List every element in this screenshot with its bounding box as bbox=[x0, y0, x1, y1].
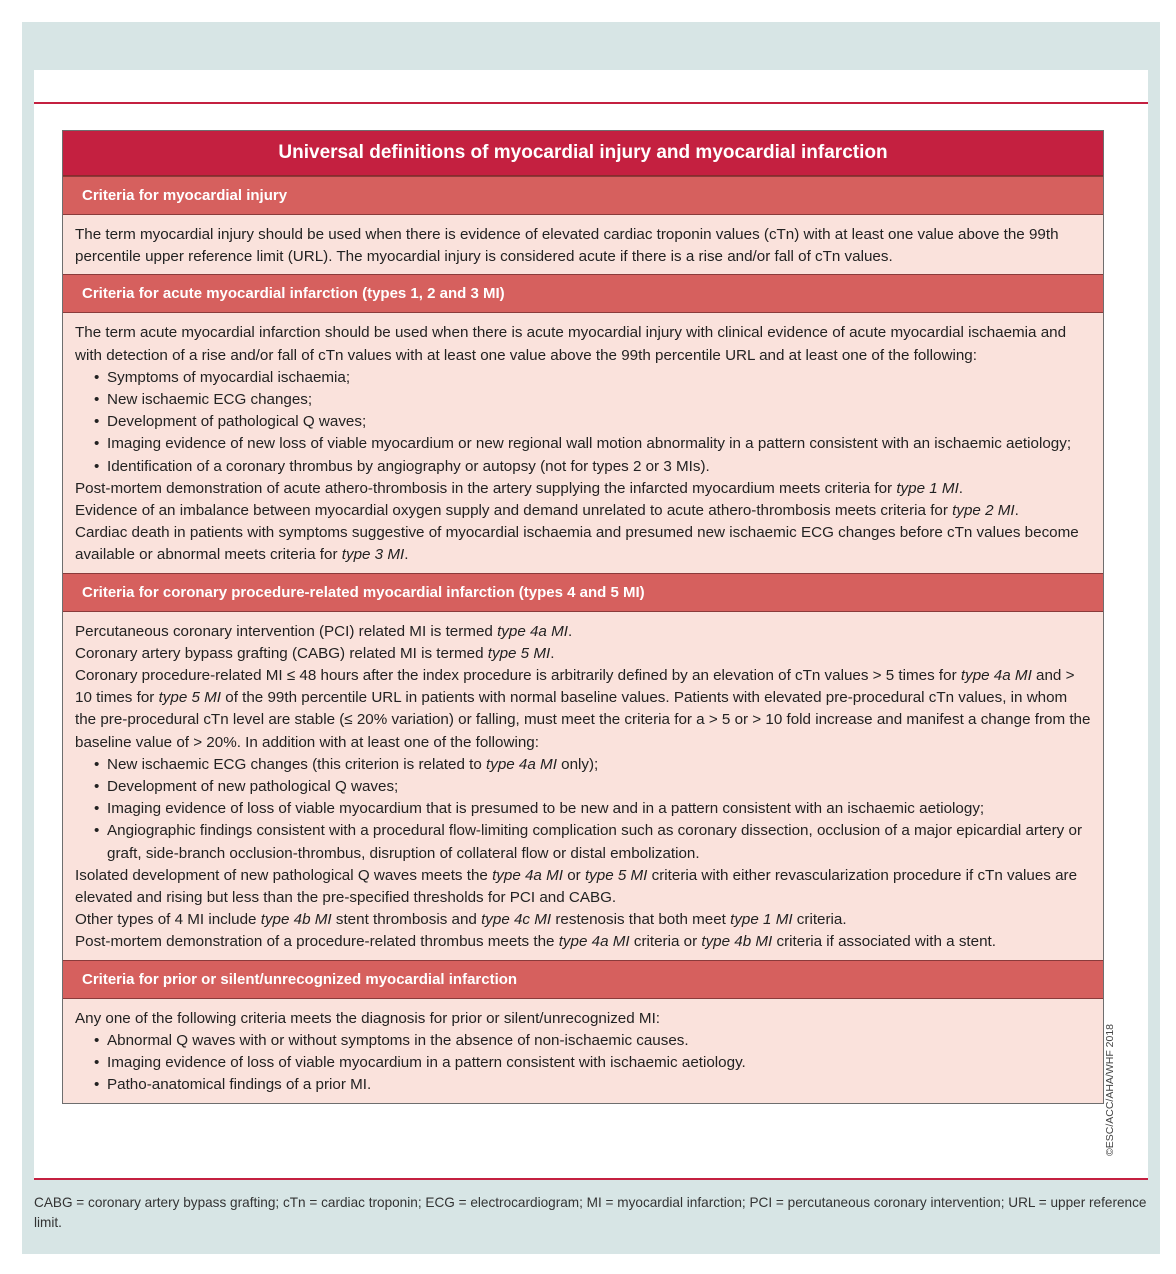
section-body-myocardial-injury bbox=[63, 215, 1103, 274]
list-item: • Symptoms of myocardial ischaemia; bbox=[75, 367, 1091, 389]
abbreviations-footnote: CABG = coronary artery bypass grafting; cTn = cardiac troponin; ECG = electrocardiogram; MI = myocardial infarction; PCI = percutaneous coronary intervention; URL = upper reference limit. bbox=[34, 1195, 1147, 1230]
list-item: • Imaging evidence of loss of viable myocardium in a pattern consistent with ischaemic aetiology. bbox=[75, 1052, 1091, 1074]
paragraph: Isolated development of new pathological Q waves meets the type 4a MI or type 5 MI criteria with either revascularization procedure if cTn values are elevated and rising but less than the pre-specified thresholds for PCI and CABG. bbox=[75, 866, 1078, 907]
paragraph: Coronary procedure-related MI ≤ 48 hours after the index procedure is arbitrarily defined by an elevation of cTn values > 5 times for type 4a MI and > 10 times for type 5 MI of the 99th percentile URL in patients with normal baseline values. Patients with elevated pre-procedural cTn values, in whom the pre-procedural cTn level are stable (≤ 20% variation) or falling, must meet the criteria for a > 5 or > 10 fold increase and manifest a change from the baseline value of > 20%. In addition with at least one of the following: bbox=[75, 667, 1091, 751]
bottom-rule bbox=[34, 1178, 1148, 1180]
section-heading-acute-mi: Criteria for acute myocardial infarction (types 1, 2 and 3 MI) bbox=[63, 274, 1103, 313]
paragraph: Post-mortem demonstration of acute athero-thrombosis in the artery supplying the infarcted myocardium meets criteria for type 1 MI. bbox=[75, 479, 964, 497]
list-item: • Identification of a coronary thrombus by angiography or autopsy (not for types 2 or 3 MIs). bbox=[75, 456, 1091, 478]
list-item: • Imaging evidence of new loss of viable myocardium or new regional wall motion abnormality in a pattern consistent with an ischaemic aetiology; bbox=[75, 433, 1091, 455]
paragraph: Any one of the following criteria meets the diagnosis for prior or silent/unrecognized MI: bbox=[75, 1009, 661, 1027]
criteria-list bbox=[75, 367, 1091, 478]
definitions-table bbox=[62, 130, 1104, 1104]
paragraph: The term acute myocardial infarction should be used when there is acute myocardial injury with clinical evidence of acute myocardial ischaemia and with detection of a rise and/or fall of cTn values with at least one value above the 99th percentile URL and at least one of the following: bbox=[75, 324, 1067, 364]
list-item: • New ischaemic ECG changes; bbox=[75, 389, 1091, 411]
paragraph: Post-mortem demonstration of a procedure-related thrombus meets the type 4a MI criteria or type 4b MI criteria if associated with a stent. bbox=[75, 933, 996, 951]
list-item: • Development of pathological Q waves; bbox=[75, 411, 1091, 433]
list-item: • Development of new pathological Q waves; bbox=[75, 776, 1091, 798]
paragraph: Coronary artery bypass grafting (CABG) related MI is termed type 5 MI. bbox=[75, 644, 555, 662]
list-item: • Abnormal Q waves with or without symptoms in the absence of non-ischaemic causes. bbox=[75, 1030, 1091, 1052]
top-rule bbox=[34, 102, 1148, 104]
section-heading-myocardial-injury: Criteria for myocardial injury bbox=[63, 176, 1103, 215]
list-item: • Angiographic findings consistent with a procedural flow-limiting complication such as coronary dissection, occlusion of a major epicardial artery or graft, side-branch occlusion-thrombus, disruption of collateral flow or distal embolization. bbox=[75, 820, 1091, 864]
list-item: • Patho-anatomical findings of a prior MI. bbox=[75, 1074, 1091, 1096]
criteria-list bbox=[75, 1030, 1091, 1097]
section-heading-prior-silent-mi: Criteria for prior or silent/unrecognized myocardial infarction bbox=[63, 960, 1103, 999]
section-body-procedure-related-mi bbox=[63, 612, 1103, 960]
paragraph: Other types of 4 MI include type 4b MI stent thrombosis and type 4c MI restenosis that both meet type 1 MI criteria. bbox=[75, 911, 847, 929]
section-body-acute-mi bbox=[63, 313, 1103, 572]
paragraph: Percutaneous coronary intervention (PCI) related MI is termed type 4a MI. bbox=[75, 622, 573, 640]
paragraph: Evidence of an imbalance between myocardial oxygen supply and demand unrelated to acute athero-thrombosis meets criteria for type 2 MI. bbox=[75, 502, 1019, 520]
paragraph: Cardiac death in patients with symptoms suggestive of myocardial ischaemia and presumed new ischaemic ECG changes before cTn values become available or abnormal meets criteria for type 3 MI. bbox=[75, 524, 1079, 564]
list-item: • New ischaemic ECG changes (this criterion is related to type 4a MI only); bbox=[75, 754, 1091, 776]
section-body-prior-silent-mi bbox=[63, 999, 1103, 1103]
table-title: Universal definitions of myocardial injury and myocardial infarction bbox=[63, 131, 1103, 176]
paragraph: The term myocardial injury should be used when there is evidence of elevated cardiac troponin values (cTn) with at least one value above the 99th percentile upper reference limit (URL). The myocardial injury is considered acute if there is a rise and/or fall of cTn values. bbox=[75, 226, 1059, 266]
section-heading-procedure-related-mi: Criteria for coronary procedure-related myocardial infarction (types 4 and 5 MI) bbox=[63, 573, 1103, 612]
copyright-note: ©ESC/ACC/AHA/WHF 2018 bbox=[1104, 1023, 1116, 1156]
list-item: • Imaging evidence of loss of viable myocardium that is presumed to be new and in a pattern consistent with an ischaemic aetiology; bbox=[75, 798, 1091, 820]
criteria-list bbox=[75, 754, 1091, 865]
